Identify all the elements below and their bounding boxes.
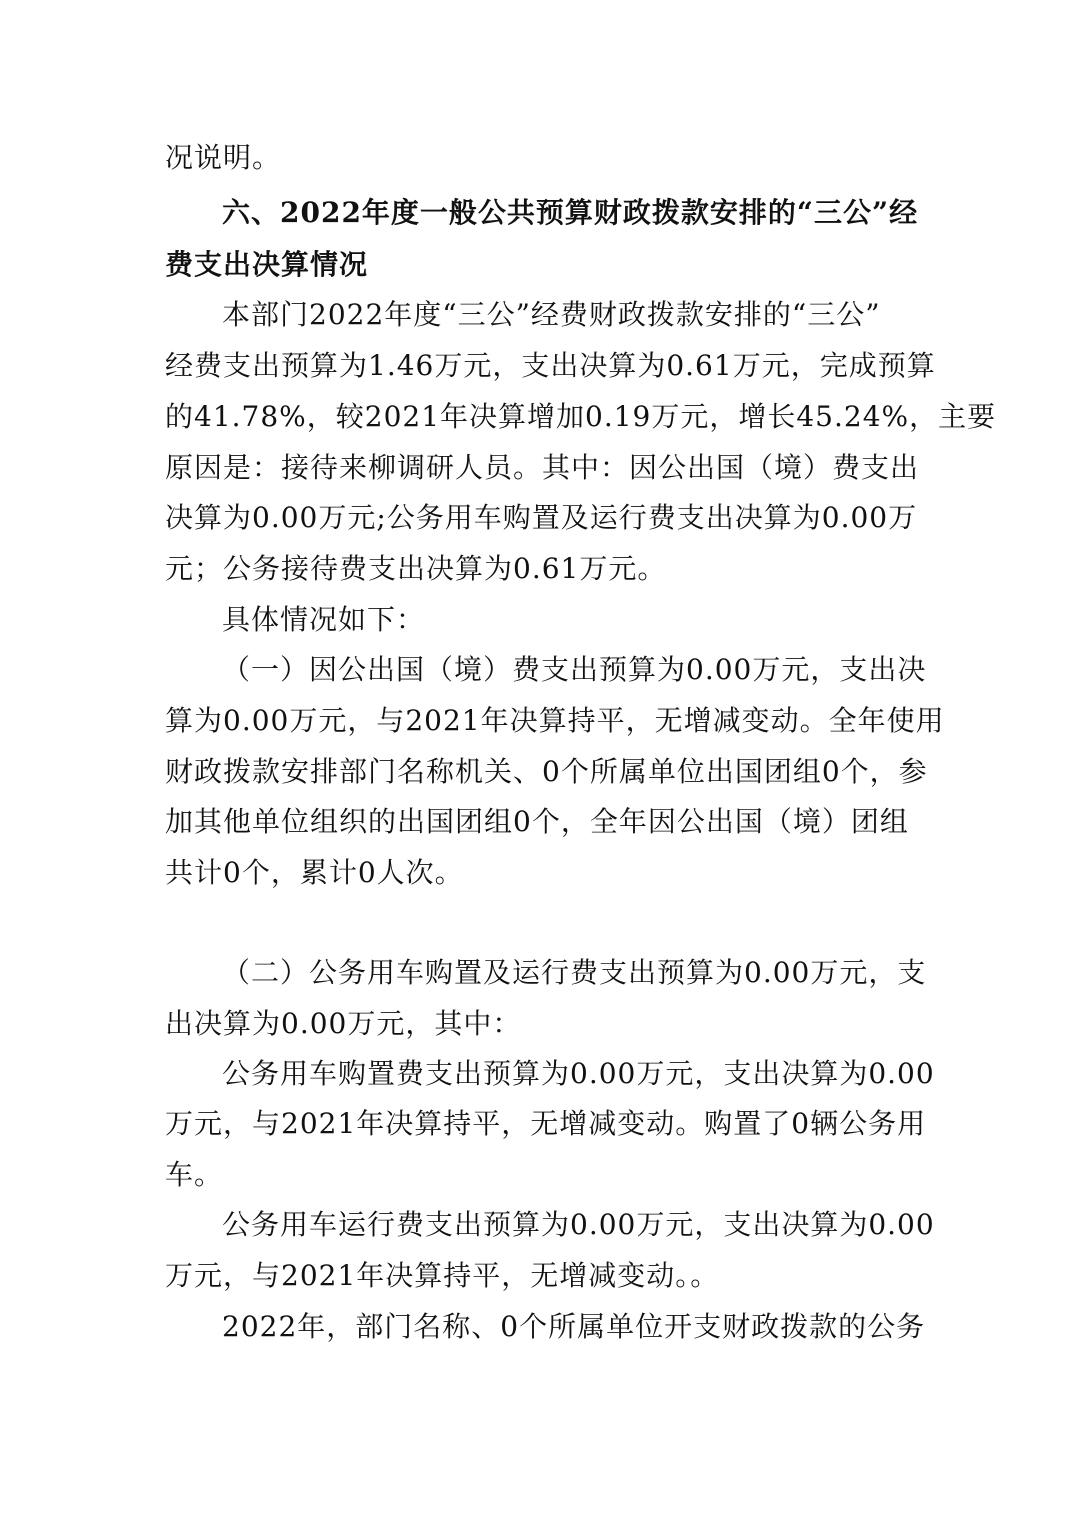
text-line: 元；公务接待费支出决算为0.61万元。 (165, 552, 667, 585)
text-line: 公务用车购置费支出预算为0.00万元，支出决算为0.00 (222, 1057, 935, 1090)
text-line: （二）公务用车购置及运行费支出预算为0.00万元，支 (222, 956, 927, 989)
text-line: 况说明。 (165, 141, 282, 174)
text-line: 经费支出预算为1.46万元，支出决算为0.61万元，完成预算 (165, 349, 936, 382)
text-line: 财政拨款安排部门名称机关、0个所属单位出国团组0个，参 (165, 755, 928, 788)
text-line: 共计0个，累计0人次。 (165, 856, 464, 889)
text-line: 加其他单位组织的出国团组0个，全年因公出国（境）团组 (165, 805, 909, 838)
text-line: 出决算为0.00万元，其中： (165, 1007, 522, 1040)
text-line: 决算为0.00万元;公务用车购置及运行费支出决算为0.00万 (165, 501, 918, 534)
text-line: 原因是：接待来柳调研人员。其中：因公出国（境）费支出 (165, 451, 920, 484)
text-line: 2022年，部门名称、0个所属单位开支财政拨款的公务 (222, 1310, 926, 1343)
text-line: 万元，与2021年决算持平，无增减变动。购置了0辆公务用 (165, 1107, 927, 1140)
text-line: 车。 (165, 1158, 224, 1191)
text-line: （一）因公出国（境）费支出预算为0.00万元，支出决 (222, 653, 927, 686)
text-line: 的41.78%，较2021年决算增加0.19万元，增长45.24%，主要 (165, 400, 997, 433)
section-heading: 六、2022年度一般公共预算财政拨款安排的“三公”经 (222, 196, 919, 229)
text-line: 本部门2022年度“三公”经费财政拨款安排的“三公” (222, 298, 881, 331)
text-line: 公务用车运行费支出预算为0.00万元，支出决算为0.00 (222, 1208, 935, 1241)
text-line: 万元，与2021年决算持平，无增减变动。。 (165, 1259, 720, 1292)
text-line: 算为0.00万元，与2021年决算持平，无增减变动。全年使用 (165, 704, 945, 737)
text-line: 具体情况如下： (222, 603, 426, 636)
section-heading-continued: 费支出决算情况 (165, 248, 369, 281)
